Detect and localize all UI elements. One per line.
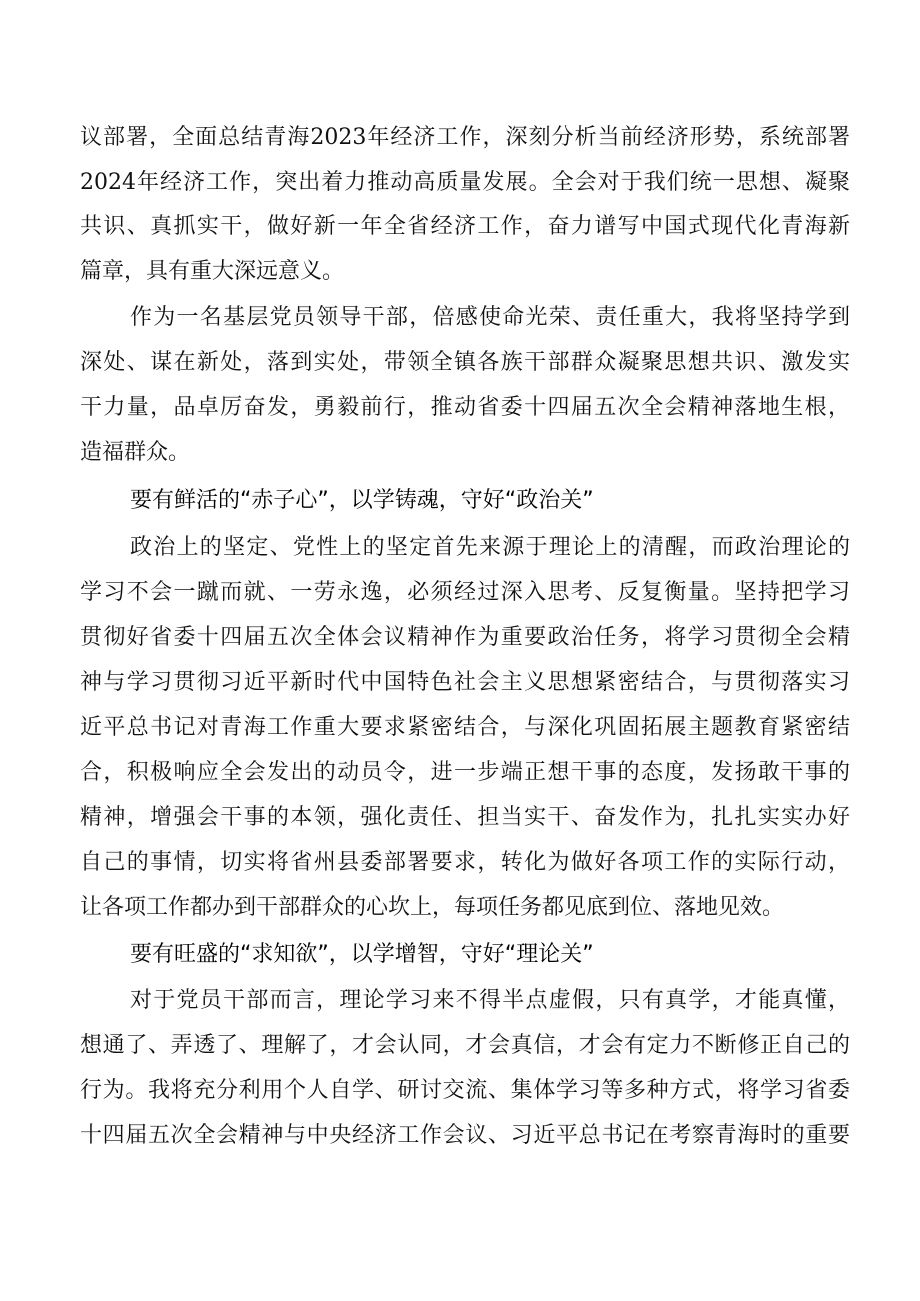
paragraph-3-line-7: 精神，增强会干事的本领，强化责任、担当实干、奋发作为，扎扎实实办好: [80, 805, 850, 830]
paragraph-4-line-3: 行为。我将充分利用个人自学、研讨交流、集体学习等多种方式，将学习省委: [80, 1078, 850, 1103]
section-heading-1: 要有鲜活的“赤子心”，以学铸魂，守好“政治关”: [130, 488, 594, 513]
paragraph-4-line-1: 对于党员干部而言，理论学习来不得半点虚假，只有真学，才能真懂，: [130, 988, 850, 1013]
paragraph-4-line-4: 十四届五次全会精神与中央经济工作会议、习近平总书记在考察青海时的重要: [80, 1123, 850, 1148]
paragraph-3-line-5: 近平总书记对青海工作重大要求紧密结合，与深化巩固拓展主题教育紧密结: [80, 715, 850, 740]
paragraph-2-line-4: 造福群众。: [80, 440, 191, 465]
paragraph-3-line-1: 政治上的坚定、党性上的坚定首先来源于理论上的清醒，而政治理论的: [130, 535, 850, 560]
paragraph-3-line-6: 合，积极响应全会发出的动员令，进一步端正想干事的态度，发扬敢干事的: [80, 760, 850, 785]
paragraph-1-line-1: 议部署，全面总结青海2023年经济工作，深刻分析当前经济形势，系统部署: [80, 125, 850, 150]
paragraph-3-line-2: 学习不会一蹴而就、一劳永逸，必须经过深入思考、反复衡量。坚持把学习: [80, 580, 850, 605]
paragraph-1-line-4: 篇章，具有重大深远意义。: [80, 259, 345, 284]
paragraph-2-line-3: 干力量，品卓厉奋发，勇毅前行，推动省委十四届五次全会精神落地生根，: [80, 395, 850, 420]
paragraph-3-line-9: 让各项工作都办到干部群众的心坎上，每项任务都见底到位、落地见效。: [80, 895, 785, 920]
paragraph-2-line-1: 作为一名基层党员领导干部，倍感使命光荣、责任重大，我将坚持学到: [130, 305, 850, 330]
paragraph-1-line-3: 共识、真抓实干，做好新一年全省经济工作，奋力谱写中国式现代化青海新: [80, 214, 850, 239]
paragraph-3-line-8: 自己的事情，切实将省州县委部署要求，转化为做好各项工作的实际行动，: [80, 850, 850, 875]
section-heading-2: 要有旺盛的“求知欲”，以学增智，守好“理论关”: [130, 942, 594, 967]
paragraph-2-line-2: 深处、谋在新处，落到实处，带领全镇各族干部群众凝聚思想共识、激发实: [80, 350, 850, 375]
paragraph-3-line-4: 神与学习贯彻习近平新时代中国特色社会主义思想紧密结合，与贯彻落实习: [80, 670, 850, 695]
paragraph-1-line-2: 2024年经济工作，突出着力推动高质量发展。全会对于我们统一思想、凝聚: [80, 170, 850, 195]
paragraph-4-line-2: 想通了、弄透了、理解了，才会认同，才会真信，才会有定力不断修正自己的: [80, 1033, 850, 1058]
paragraph-3-line-3: 贯彻好省委十四届五次全体会议精神作为重要政治任务，将学习贯彻全会精: [80, 625, 850, 650]
